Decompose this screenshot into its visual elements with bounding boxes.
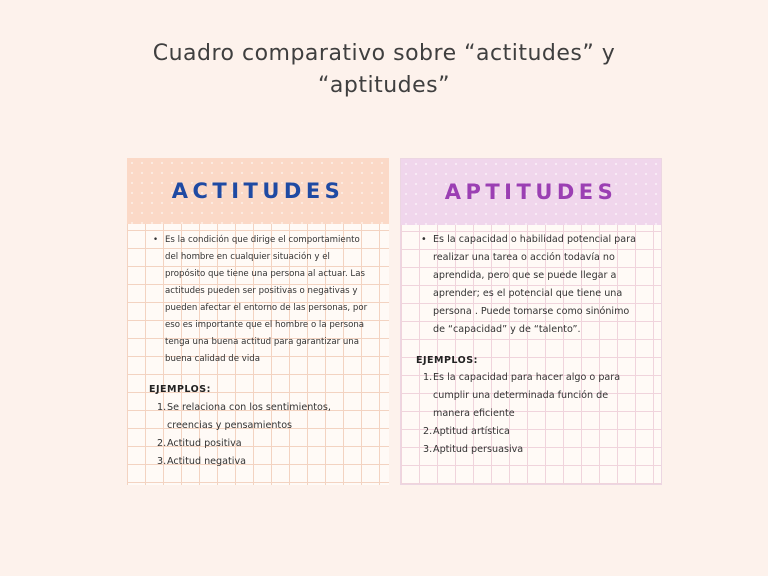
list-item: 1. Se relaciona con los sentimientos, creencias y pensamientos <box>157 402 331 431</box>
aptitudes-card <box>400 158 662 485</box>
page-title: Cuadro comparativo sobre “actitudes” y “aptitudes” <box>152 41 616 98</box>
list-item: 3. Aptitud persuasiva <box>423 444 524 455</box>
list-item: 2. Actitud positiva <box>157 438 242 449</box>
aptitudes-description: • Es la capacidad o habilidad potencial para realizar una tarea o acción todavía no aprendida, pero que se puede llegar a aprender; es el potencial que tiene una persona . Puede tomarse como sinónimo de “capacidad” y de “talento”. <box>433 231 638 339</box>
aptitudes-description-list <box>433 231 638 339</box>
list-item: 1. Es la capacidad para hacer algo o para cumplir una determinada función de manera eficiente <box>423 372 621 419</box>
actitudes-card <box>127 158 389 485</box>
list-item: 2. Aptitud artística <box>423 426 510 437</box>
actitudes-examples-title: EJEMPLOS: <box>149 384 211 395</box>
actitudes-header <box>127 158 389 224</box>
aptitudes-header <box>401 159 661 225</box>
aptitudes-examples-title: EJEMPLOS: <box>416 355 478 366</box>
actitudes-header-label: ACTITUDES <box>171 179 345 203</box>
actitudes-examples-list <box>157 399 362 471</box>
aptitudes-header-label: APTITUDES <box>444 180 618 204</box>
actitudes-description-list <box>165 232 370 368</box>
list-item: 3. Actitud negativa <box>157 456 247 467</box>
actitudes-description: • Es la condición que dirige el comportamiento del hombre en cualquier situación y el propósito que tiene una persona al actuar. Las actitudes pueden ser positivas o negativas y pueden afectar el entorno de las personas, por eso es importante que el hombre o la persona tenga una buena actitud para garantizar una buena calidad de vida <box>165 232 370 368</box>
aptitudes-examples-list <box>423 369 638 459</box>
